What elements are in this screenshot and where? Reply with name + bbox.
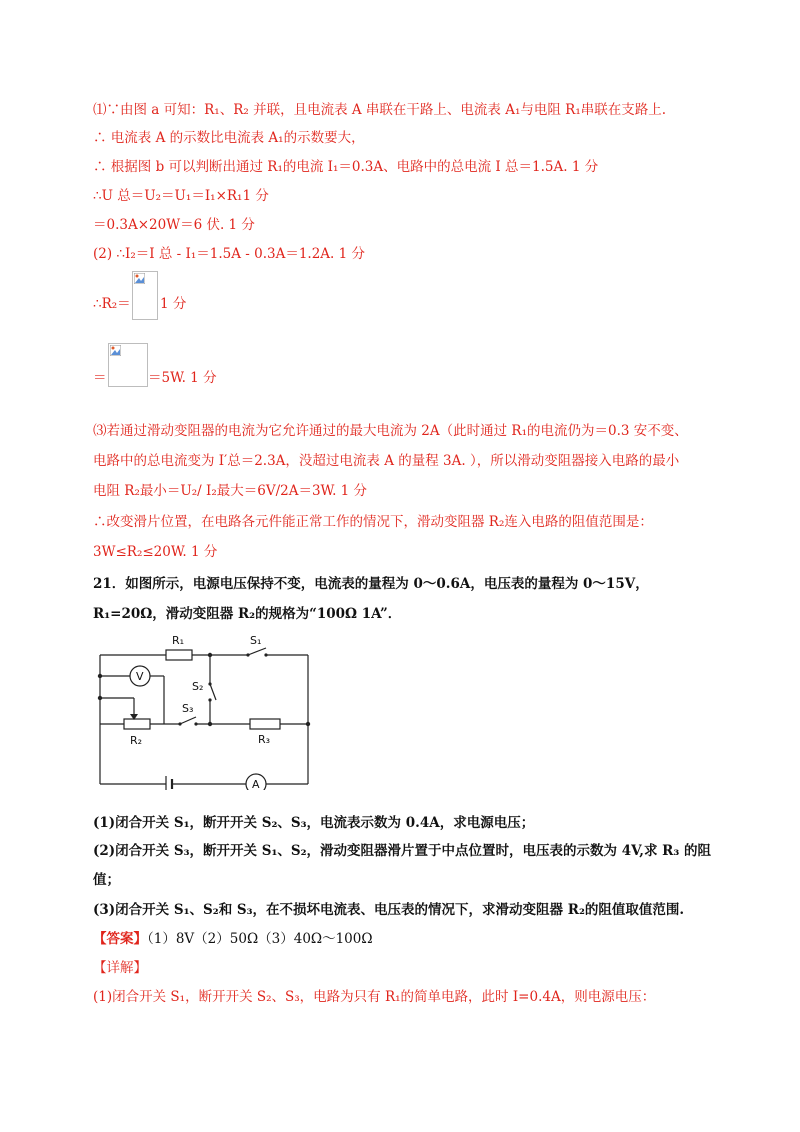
part3-line-2: 电路中的总电流变为 I′总＝2.3A，没超过电流表 A 的量程 3A. ），所以滑动变阻器接入电路的最小	[93, 453, 680, 469]
solution-line-1: ⑴∵由图 a 可知：R₁、R₂ 并联，且电流表 A 串联在干路上、电流表 A₁与电阻 R₁串联在支路上.	[93, 102, 667, 118]
solution-line-3: ∴ 根据图 b 可以判断出通过 R₁的电流 I₁＝0.3A、电路中的总电流 I 总＝1.5A. 1 分	[93, 159, 599, 175]
broken-formula-image	[108, 343, 148, 387]
solution-line-6: (2) ∴I₂＝I 总 - I₁＝1.5A - 0.3A＝1.2A. 1 分	[93, 246, 366, 262]
answer-tag: 【答案】	[93, 931, 147, 947]
question-21-line-1: 21．如图所示，电源电压保持不变，电流表的量程为 0～0.6A，电压表的量程为 0～15V，	[93, 576, 649, 592]
label-s3: S₃	[182, 702, 194, 715]
circuit-diagram	[88, 628, 328, 790]
solution-line-8-lhs: ＝	[93, 370, 107, 386]
switch-s3	[180, 717, 196, 724]
solution-line-7-lhs: ∴R₂＝	[93, 296, 131, 312]
rheostat-r2	[124, 719, 150, 729]
subquestion-2-line-1: (2)闭合开关 S₃，断开开关 S₁、S₂，滑动变阻器滑片置于中点位置时，电压表的示数为 4V,求 R₃ 的阻	[93, 843, 711, 859]
switch-s2	[210, 684, 216, 700]
subquestion-2-line-2: 值；	[93, 872, 120, 888]
broken-image-icon	[110, 345, 121, 356]
part3-line-4: ∴改变滑片位置，在电路各元件能正常工作的情况下，滑动变阻器 R₂连入电路的阻值范围是：	[93, 514, 653, 530]
label-r1: R₁	[172, 634, 185, 647]
question-21-line-2: R₁=20Ω，滑动变阻器 R₂的规格为“100Ω 1A”．	[93, 606, 402, 622]
label-s2: S₂	[192, 680, 204, 693]
label-r2: R₂	[130, 734, 143, 747]
solution-line-4: ∴U 总＝U₂＝U₁＝I₁×R₁1 分	[93, 188, 269, 204]
subquestion-3: (3)闭合开关 S₁、S₂和 S₃，在不损坏电流表、电压表的情况下，求滑动变阻器 R₂的阻值取值范围.	[93, 902, 685, 918]
detail-tag: 【详解】	[93, 960, 147, 976]
part3-line-3: 电阻 R₂最小＝U₂/ I₂最大＝6V/2A＝3W. 1 分	[93, 483, 368, 499]
part3-line-1: ⑶若通过滑动变阻器的电流为它允许通过的最大电流为 2A（此时通过 R₁的电流仍为＝0.3 安不变、	[93, 423, 688, 439]
broken-formula-image	[132, 271, 158, 320]
answer-line	[93, 930, 373, 948]
solution-line-5: ＝0.3A×20W＝6 伏. 1 分	[93, 217, 255, 233]
label-v: V	[136, 670, 144, 683]
label-s1: S₁	[250, 634, 262, 647]
switch-s1	[248, 648, 266, 655]
answer-text: （1）8V（2）50Ω（3）40Ω～100Ω	[147, 931, 373, 947]
subquestion-1: (1)闭合开关 S₁，断开开关 S₂、S₃，电流表示数为 0.4A，求电源电压；	[93, 815, 535, 831]
label-r3: R₃	[258, 733, 271, 746]
solution-line-2: ∴ 电流表 A 的示数比电流表 A₁的示数要大，	[93, 130, 365, 146]
label-a: A	[252, 778, 260, 790]
resistor-r3	[250, 719, 280, 729]
solution-line-7-score: 1 分	[160, 296, 187, 312]
broken-image-icon	[134, 273, 145, 284]
solution-line-8-rhs: ＝5W. 1 分	[148, 370, 217, 386]
resistor-r1	[166, 650, 192, 660]
part3-line-5: 3W≤R₂≤20W. 1 分	[93, 544, 218, 560]
detail-text: (1)闭合开关 S₁，断开开关 S₂、S₃，电路为只有 R₁的简单电路，此时 I=0.4A，则电源电压：	[93, 989, 656, 1005]
